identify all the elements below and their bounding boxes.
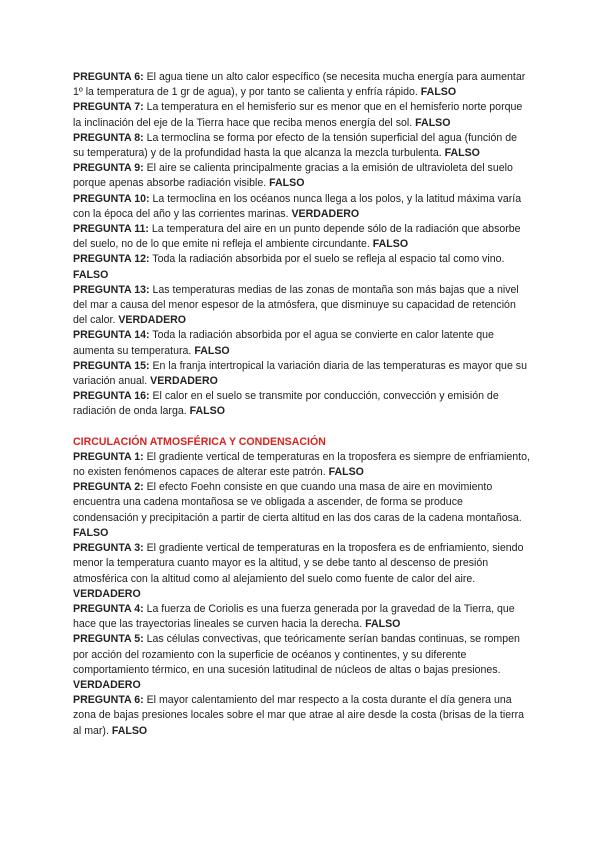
question-label: PREGUNTA 6:	[73, 694, 144, 707]
answer-label: FALSO	[269, 177, 305, 190]
question-item	[73, 161, 531, 191]
answer-label: VERDADERO	[73, 678, 141, 691]
answer-label: FALSO	[328, 466, 364, 479]
answer-label: FALSO	[415, 116, 451, 129]
question-item	[73, 328, 531, 358]
answer-label: FALSO	[111, 724, 148, 737]
question-item	[73, 70, 531, 100]
question-label: PREGUNTA 8:	[73, 131, 144, 144]
question-item	[73, 359, 531, 389]
question-label: PREGUNTA 10:	[73, 192, 150, 205]
question-text: El calor en el suelo se transmite por conducción, convección y emisión de radiación de onda larga.	[73, 390, 499, 418]
question-label: PREGUNTA 14:	[73, 329, 150, 342]
question-item	[73, 602, 531, 632]
question-text: La temperatura en el hemisferio sur es menor que en el hemisferio norte porque la inclinación del eje de la Tierra hace que reciba menos energía del sol.	[73, 101, 523, 129]
question-text: El agua tiene un alto calor específico (se necesita mucha energía para aumentar 1º la temperatura de 1 gr de agua), y por tanto se calienta y enfría rápido.	[73, 71, 526, 99]
answer-label: VERDADERO	[291, 207, 360, 220]
question-label: PREGUNTA 11:	[73, 223, 149, 236]
document-page	[73, 70, 531, 739]
question-label: PREGUNTA 6:	[73, 71, 144, 83]
question-label: PREGUNTA 2:	[73, 481, 144, 494]
question-item	[73, 632, 531, 693]
question-item	[73, 693, 531, 739]
question-item	[73, 222, 531, 252]
question-item	[73, 192, 531, 222]
question-label: PREGUNTA 1:	[73, 450, 144, 463]
answer-label: FALSO	[444, 147, 480, 160]
question-label: PREGUNTA 7:	[73, 101, 144, 114]
question-text: Las células convectivas, que teóricamente serían bandas continuas, se rompen por acción del rozamiento con la superficie de océanos y continentes, y su diferente comportamiento térmico, en una sucesión latitudinal de núcleos de altas o bajas presiones.	[73, 633, 520, 676]
answer-label: FALSO	[194, 344, 230, 357]
question-text: El efecto Foehn consiste en que cuando una masa de aire en movimiento encuentra una cadena montañosa se ve obligada a ascender, de forma se produce condensación y precipitación a partir de cierta altitud en las dos caras de la cadena montañosa.	[73, 481, 522, 524]
answer-label: VERDADERO	[150, 375, 218, 388]
question-item	[73, 450, 531, 480]
answer-label: FALSO	[420, 86, 457, 99]
question-text: El gradiente vertical de temperaturas en la troposfera es de enfriamiento, siendo menor la temperatura cuanto mayor es la altitud, y se debe tanto al descenso de presión atmosférica con la altitud como al alejamiento del suelo como fuente de calor del aire.	[73, 542, 524, 585]
question-label: PREGUNTA 16:	[73, 390, 150, 403]
answer-label: FALSO	[73, 268, 109, 281]
question-item	[73, 100, 531, 130]
question-label: PREGUNTA 13:	[73, 283, 150, 296]
question-label: PREGUNTA 12:	[73, 253, 150, 266]
question-label: PREGUNTA 9:	[73, 162, 144, 175]
question-text: La termoclina en los océanos nunca llega a los polos, y la latitud máxima varía con la época del año y las corrientes marinas.	[73, 192, 522, 220]
question-item	[73, 252, 531, 282]
question-text: Toda la radiación absorbida por el agua se convierte en calor latente que aumenta su temperatura.	[73, 329, 494, 357]
question-item	[73, 389, 531, 419]
answer-label: FALSO	[372, 238, 409, 251]
question-text: El mayor calentamiento del mar respecto a la costa durante el día genera una zona de bajas presiones locales sobre el mar que atrae al aire desde la costa (brisas de la tierra al mar).	[73, 694, 525, 737]
question-item	[73, 480, 531, 541]
question-text: La termoclina se forma por efecto de la tensión superficial del agua (función de su temperatura) y de la profundidad hasta la que alcanza la mezcla turbulenta.	[73, 131, 517, 160]
question-text: La fuerza de Coriolis es una fuerza generada por la gravedad de la Tierra, que hace que las trayectorias lineales se curven hacia la derecha.	[73, 602, 515, 631]
question-label: PREGUNTA 3:	[73, 542, 144, 555]
question-text: En la franja intertropical la variación diaria de las temperaturas es mayor que su variación anual.	[73, 359, 527, 388]
answer-label: FALSO	[73, 526, 109, 539]
answer-label: FALSO	[365, 618, 401, 631]
question-text: La temperatura del aire en un punto depende sólo de la radiación que absorbe del suelo, no de lo que emite ni refleja el ambiente circundante.	[73, 223, 521, 251]
question-label: PREGUNTA 15:	[73, 359, 150, 372]
question-label: PREGUNTA 4:	[73, 602, 144, 615]
question-text: Toda la radiación absorbida por el suelo se refleja al espacio tal como vino.	[149, 253, 505, 266]
question-item	[73, 131, 531, 161]
question-item	[73, 283, 531, 329]
question-text: Las temperaturas medias de las zonas de montaña son más bajas que a nivel del mar a causa del menor espesor de la atmósfera, que disminuye su capacidad de retención del calor.	[73, 283, 519, 327]
question-text: El gradiente vertical de temperaturas en la troposfera es siempre de enfriamiento, no existen fenómenos capaces de alterar este patrón.	[73, 450, 530, 479]
question-item	[73, 541, 531, 602]
question-text: El aire se calienta principalmente gracias a la emisión de ultravioleta del suelo porque apenas absorbe radiación visible.	[73, 162, 513, 190]
answer-label: FALSO	[189, 405, 225, 418]
section-heading: CIRCULACIÓN ATMOSFÉRICA Y CONDENSACIÓN	[73, 435, 326, 448]
question-label: PREGUNTA 5:	[73, 633, 144, 646]
answer-label: VERDADERO	[73, 587, 141, 600]
answer-label: VERDADERO	[118, 314, 187, 327]
